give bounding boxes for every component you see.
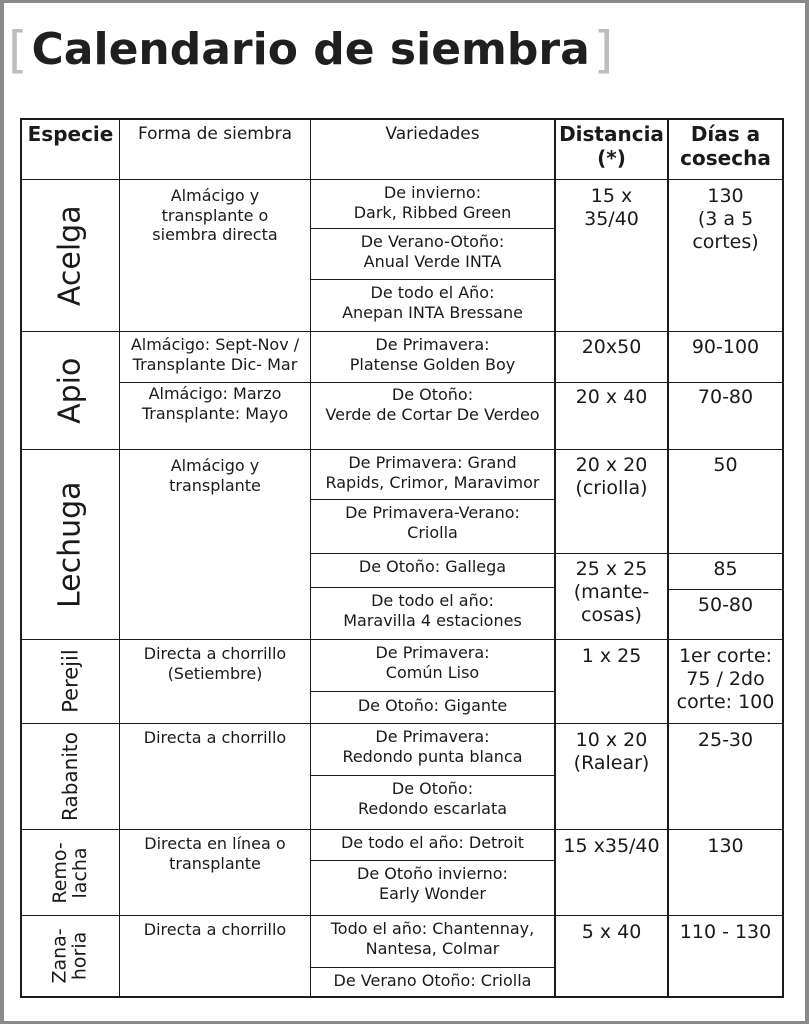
variedad-perejil-otono: De Otoño: Gigante	[357, 696, 508, 715]
distancia-remolacha: 15 x35/40	[563, 835, 660, 857]
subline-acelga-1	[310, 228, 555, 229]
forma-rabanito: Directa a chorrillo	[143, 728, 287, 747]
species-acelga-label: Acelga	[52, 205, 88, 306]
row-line-header	[22, 179, 782, 180]
species-perejil	[22, 640, 119, 723]
forma-perejil: Directa a chorrillo (Setiembre)	[143, 644, 287, 683]
dias-lechuga-2: 85	[713, 558, 738, 580]
subline-remolacha	[310, 860, 555, 861]
title-text: Calendario de siembra	[31, 24, 590, 75]
variedad-acelga-todo-el-ano: De todo el Año: Anepan INTA Bressane	[342, 283, 523, 322]
forma-lechuga: Almácigo y transplante	[169, 456, 261, 495]
distancia-perejil: 1 x 25	[581, 645, 642, 667]
forma-apio-1: Almácigo: Sept-Nov / Transplante Dic- Mar	[130, 335, 300, 374]
row-line-rabanito	[22, 829, 782, 830]
row-line-acelga	[22, 331, 782, 332]
variedad-perejil-primavera: De Primavera: Común Liso	[375, 643, 490, 682]
subline-apio	[119, 382, 782, 383]
species-lechuga	[22, 450, 119, 639]
dias-remolacha: 130	[707, 835, 744, 857]
header-forma: Forma de siembra	[137, 124, 293, 144]
distancia-zanahoria: 5 x 40	[581, 921, 642, 943]
variedad-lechuga-otono: De Otoño: Gallega	[358, 557, 507, 576]
variedad-rabanito-otono: De Otoño: Redondo escarlata	[357, 779, 508, 818]
dias-rabanito: 25-30	[697, 729, 754, 751]
dias-zanahoria: 110 - 130	[679, 921, 772, 943]
header-especie: Especie	[27, 122, 114, 146]
row-line-remolacha	[22, 915, 782, 916]
species-zanahoria-label: Zana- horia	[48, 928, 91, 984]
distancia-apio-1: 20x50	[581, 336, 642, 358]
subline-lechuga-dias	[667, 589, 782, 590]
dias-apio-1: 90-100	[691, 336, 760, 358]
subline-acelga-2	[310, 279, 555, 280]
distancia-acelga: 15 x 35/40	[584, 185, 639, 231]
species-apio	[22, 332, 119, 449]
title-bracket-left: [	[8, 21, 28, 79]
distancia-rabanito: 10 x 20 (Ralear)	[573, 729, 650, 775]
subline-zanahoria	[310, 967, 555, 968]
forma-acelga: Almácigo y transplante o siembra directa	[152, 186, 278, 245]
dias-lechuga-1: 50	[713, 454, 738, 476]
variedad-rabanito-primavera: De Primavera: Redondo punta blanca	[342, 727, 523, 766]
species-zanahoria	[22, 916, 119, 996]
species-remolacha	[22, 830, 119, 915]
distancia-apio-2: 20 x 40	[575, 386, 648, 408]
species-rabanito	[22, 724, 119, 829]
forma-zanahoria: Directa a chorrillo	[143, 920, 287, 939]
species-perejil-label: Perejil	[58, 649, 83, 714]
variedad-acelga-verano-otono: De Verano-Otoño: Anual Verde INTA	[360, 232, 505, 271]
species-lechuga-label: Lechuga	[52, 481, 88, 608]
variedad-zanahoria-todo-el-ano: Todo el año: Chantennay, Nantesa, Colmar	[330, 919, 535, 958]
variedad-remolacha-todo-el-ano: De todo el año: Detroit	[340, 833, 525, 852]
variedad-lechuga-todo-el-ano: De todo el año: Maravilla 4 estaciones	[343, 591, 522, 630]
variedad-lechuga-primavera-verano: De Primavera-Verano: Criolla	[345, 503, 520, 542]
variedad-zanahoria-verano-otono: De Verano Otoño: Criolla	[333, 971, 532, 990]
variedad-remolacha-otono-invierno: De Otoño invierno: Early Wonder	[357, 864, 508, 903]
dias-lechuga-3: 50-80	[697, 594, 754, 616]
row-line-apio	[22, 449, 782, 450]
species-acelga	[22, 180, 119, 331]
species-apio-label: Apio	[52, 357, 88, 424]
planting-calendar-table	[20, 118, 784, 998]
subline-lechuga-1	[310, 499, 555, 500]
header-dias: Días a cosecha	[680, 122, 771, 170]
forma-apio-2: Almácigo: Marzo Transplante: Mayo	[141, 384, 289, 423]
distancia-lechuga-2: 25 x 25 (mante- cosas)	[573, 558, 650, 627]
variedad-acelga-invierno: De invierno: Dark, Ribbed Green	[353, 183, 512, 222]
dias-acelga: 130 (3 a 5 cortes)	[692, 185, 759, 254]
species-rabanito-label: Rabanito	[57, 732, 82, 821]
variedad-apio-otono: De Otoño: Verde de Cortar De Verdeo	[325, 385, 540, 424]
variedad-lechuga-primavera: De Primavera: Grand Rapids, Crimor, Maravimor	[325, 453, 540, 492]
distancia-lechuga-1: 20 x 20 (criolla)	[575, 454, 648, 500]
header-variedades: Variedades	[385, 124, 480, 144]
row-line-perejil	[22, 723, 782, 724]
page-title	[8, 20, 613, 80]
title-bracket-right: ]	[593, 21, 614, 79]
subline-lechuga-3	[310, 587, 555, 588]
dias-perejil: 1er corte: 75 / 2do corte: 100	[676, 645, 775, 714]
row-line-lechuga	[22, 639, 782, 640]
forma-remolacha: Directa en línea o transplante	[144, 834, 286, 873]
subline-lechuga-2	[310, 553, 782, 554]
variedad-apio-primavera: De Primavera: Platense Golden Boy	[349, 335, 516, 374]
subline-perejil	[310, 691, 555, 692]
subline-rabanito	[310, 775, 555, 776]
dias-apio-2: 70-80	[697, 386, 754, 408]
header-distancia: Distancia (*)	[559, 122, 664, 170]
species-remolacha-label: Remo- lacha	[48, 841, 91, 904]
